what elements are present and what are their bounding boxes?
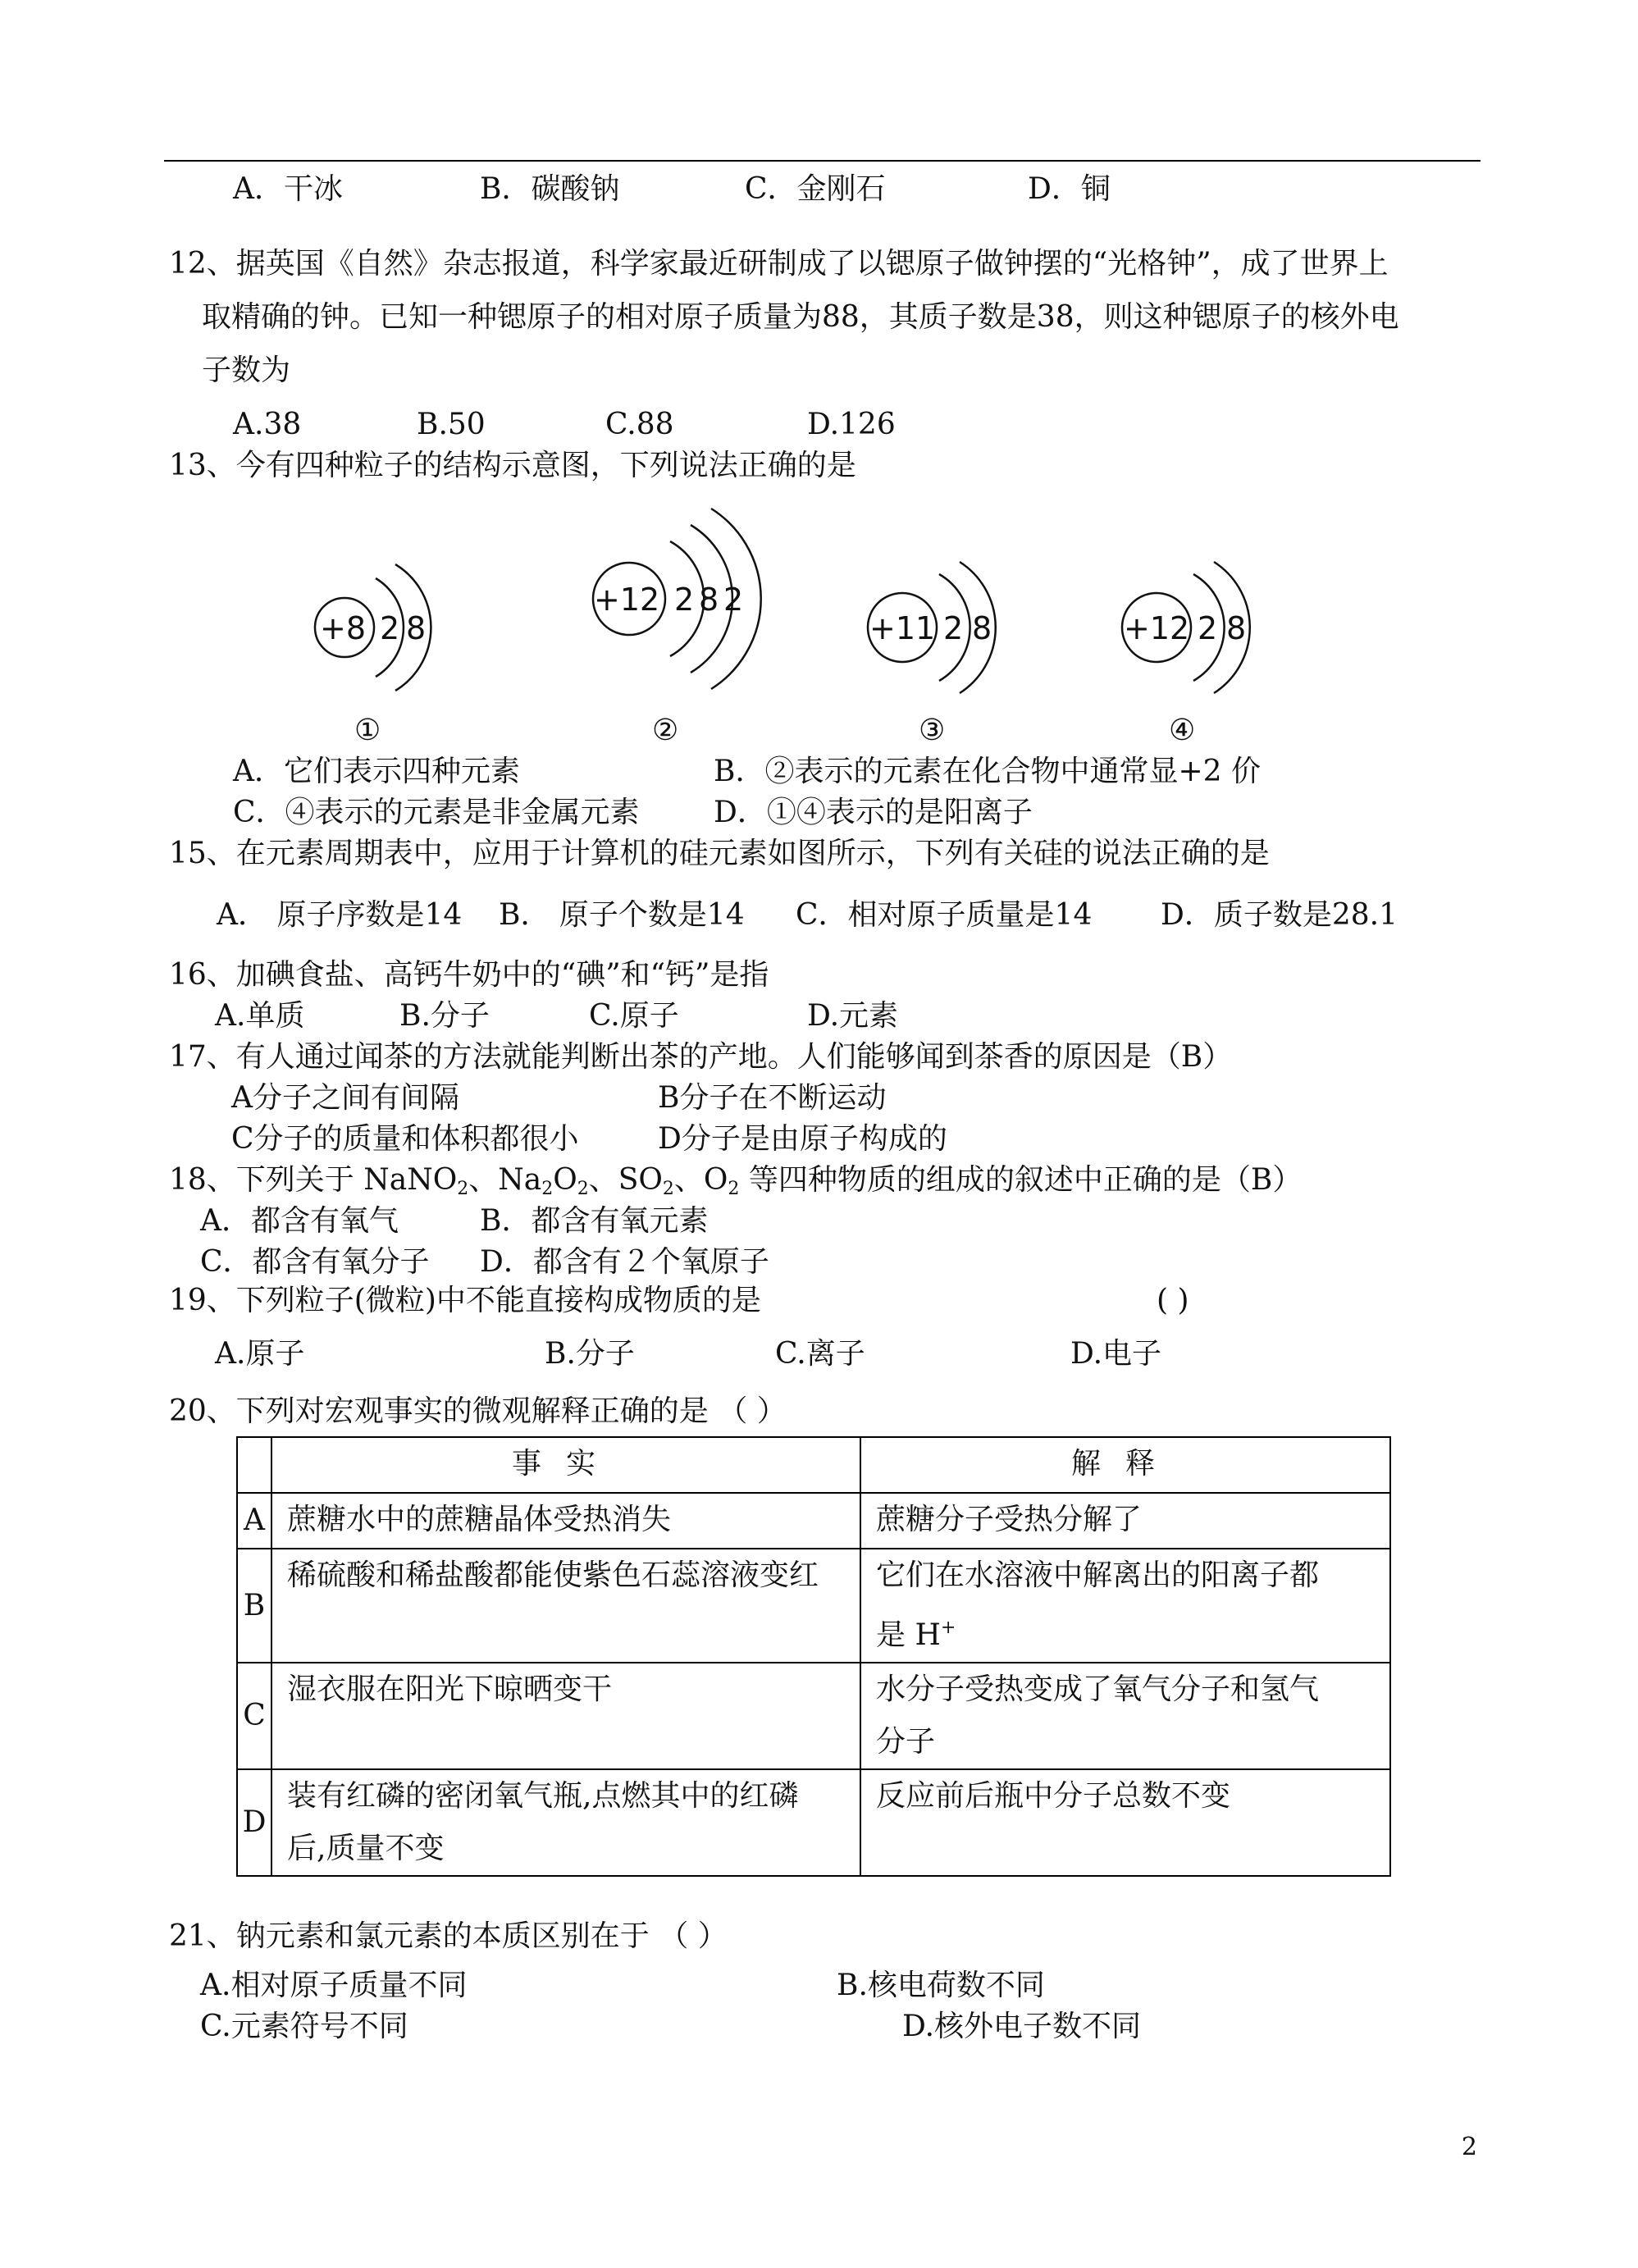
q18-stem-prefix: 18、下列关于 NaNO: [169, 1163, 458, 1197]
atom-diagram-2: [584, 492, 781, 738]
table-header-explanation: 解释: [860, 1437, 1390, 1493]
row-label: A: [237, 1493, 271, 1549]
q15-option-b: B． 原子个数是14: [499, 898, 745, 932]
row-explanation: 蔗糖分子受热分解了: [860, 1493, 1390, 1549]
row-fact-line: 后,质量不变: [287, 1832, 445, 1865]
q19-option-d: D.电子: [1070, 1337, 1162, 1371]
row-fact: [271, 1769, 860, 1876]
row-explanation: 反应前后瓶中分子总数不变: [860, 1769, 1390, 1876]
q13-stem: 13、今有四种粒子的结构示意图，下列说法正确的是: [169, 449, 856, 482]
row-fact: 湿衣服在阳光下晾晒变干: [271, 1663, 860, 1769]
q17-option-d: D分子是由原子构成的: [658, 1122, 947, 1156]
shell-electrons: 2: [674, 582, 695, 618]
q17-option-b: B分子在不断运动: [658, 1081, 887, 1115]
row-explanation-line: 水分子受热变成了氧气分子和氢气: [876, 1672, 1320, 1706]
nucleus-charge: +12: [1124, 610, 1190, 646]
row-label: C: [237, 1663, 271, 1769]
q12-stem-line2: 取精确的钟。已知一种锶原子的相对原子质量为88，其质子数是38，则这种锶原子的核外电: [202, 300, 1399, 334]
q19-option-a: A.原子: [215, 1337, 305, 1371]
table-row: [237, 1663, 1390, 1769]
q21-option-b: B.核电荷数不同: [837, 1969, 1045, 2002]
q13-option-c: C．④表示的元素是非金属元素: [233, 796, 640, 829]
q12-stem-line3: 子数为: [202, 354, 291, 387]
q13-option-a: A．它们表示四种元素: [233, 755, 520, 788]
row-explanation-line: 它们在水溶液中解离出的阳离子都: [876, 1558, 1320, 1592]
nucleus-charge: +8: [320, 610, 367, 646]
q12-stem-line1: 12、据英国《自然》杂志报道，科学家最近研制成了以锶原子做钟摆的“光格钟”，成了世界上: [169, 247, 1389, 281]
row-explanation: [860, 1663, 1390, 1769]
table-row: [237, 1493, 1390, 1549]
q19-option-c: C.离子: [775, 1337, 865, 1371]
table-header-row: [237, 1437, 1390, 1493]
row-explanation: [860, 1549, 1390, 1663]
shell-electrons: 8: [972, 610, 992, 646]
page-number: 2: [1461, 2133, 1477, 2161]
atom-caption-3: ③: [919, 714, 946, 747]
q20-table: [236, 1436, 1391, 1877]
q20-stem: 20、下列对宏观事实的微观解释正确的是 （ ）: [169, 1394, 787, 1428]
row-fact: 稀硫酸和稀盐酸都能使紫色石蕊溶液变红: [271, 1549, 860, 1663]
row-explanation-line: 是 H+: [876, 1618, 956, 1652]
q16-stem: 16、加碘食盐、高钙牛奶中的“碘”和“钙”是指: [169, 958, 769, 992]
row-label: D: [237, 1769, 271, 1876]
q19-stem: 19、下列粒子(微粒)中不能直接构成物质的是: [169, 1284, 761, 1317]
shell-electrons: 8: [406, 610, 427, 646]
q18-option-d: D．都含有２个氧原子: [480, 1245, 769, 1279]
q19-option-b: B.分子: [545, 1337, 635, 1371]
q17-option-a: A分子之间有间隔: [231, 1081, 459, 1115]
q19-answer-bracket: ( ): [1157, 1284, 1189, 1317]
row-fact: 蔗糖水中的蔗糖晶体受热消失: [271, 1493, 860, 1549]
q12-option-a: A.38: [233, 408, 302, 441]
q13-option-d: D．①④表示的是阳离子: [714, 796, 1033, 829]
shell-electrons: 2: [1198, 610, 1218, 646]
q15-stem: 15、在元素周期表中，应用于计算机的硅元素如图所示，下列有关硅的说法正确的是: [169, 837, 1270, 870]
q18-option-c: C．都含有氧分子: [200, 1245, 430, 1279]
shell-electrons: 8: [1226, 610, 1247, 646]
q18-option-a: A．都含有氧气: [200, 1204, 399, 1238]
q21-stem: 21、钠元素和氯元素的本质区别在于 （ ）: [169, 1919, 728, 1953]
nucleus-charge: +12: [594, 582, 660, 618]
atom-caption-1: ①: [354, 714, 381, 747]
q21-option-a: A.相对原子质量不同: [200, 1969, 468, 2002]
q17-stem: 17、有人通过闻茶的方法就能判断出茶的产地。人们能够闻到茶香的原因是（B）: [169, 1040, 1233, 1074]
q15-option-d: D．质子数是28.1: [1161, 898, 1398, 932]
atom-diagram-4: [1107, 533, 1271, 722]
row-explanation-text: 是 H: [876, 1618, 941, 1652]
q11-option-c: C．金刚石: [745, 172, 886, 206]
atom-caption-4: ④: [1169, 714, 1196, 747]
shell-electrons: 2: [943, 610, 964, 646]
q21-option-d: D.核外电子数不同: [902, 2010, 1142, 2043]
atom-diagram-3: [853, 533, 1017, 722]
q17-option-c: C分子的质量和体积都很小: [231, 1122, 579, 1156]
row-label: B: [237, 1549, 271, 1663]
header-rule: [164, 160, 1481, 162]
table-header-empty: [237, 1437, 271, 1493]
q16-option-b: B.分子: [399, 999, 490, 1033]
q18-option-b: B．都含有氧元素: [480, 1204, 709, 1238]
shell-electrons: 2: [723, 582, 744, 618]
row-explanation-line: 分子: [876, 1725, 936, 1759]
q11-option-b: B．碳酸钠: [480, 172, 620, 206]
shell-electrons: 8: [699, 582, 719, 618]
q21-option-c: C.元素符号不同: [200, 2010, 408, 2043]
q18-stem: 18、下列关于 NaNO$_2$、$Na_2O_2$、$SO_2$、$O_2$ 等四种物质的组成的叙述中正确的是（B）: [169, 1163, 1303, 1199]
q15-option-c: C．相对原子质量是14: [796, 898, 1093, 932]
q11-option-a: A．干冰: [233, 172, 343, 206]
q12-option-b: B.50: [417, 408, 486, 441]
shell-electrons: 2: [380, 610, 400, 646]
q11-option-d: D．铜: [1028, 172, 1111, 206]
q16-option-a: A.单质: [215, 999, 305, 1033]
q18-stem-suffix: 等四种物质的组成的叙述中正确的是（B）: [748, 1163, 1303, 1197]
atom-caption-2: ②: [652, 714, 679, 747]
q13-option-b: B．②表示的元素在化合物中通常显+2 价: [714, 755, 1261, 788]
q12-option-d: D.126: [807, 408, 896, 441]
table-header-fact: 事实: [271, 1437, 860, 1493]
nucleus-charge: +11: [869, 610, 936, 646]
q12-option-c: C.88: [605, 408, 674, 441]
q16-option-c: C.原子: [589, 999, 679, 1033]
q16-option-d: D.元素: [807, 999, 899, 1033]
table-row: [237, 1769, 1390, 1876]
atom-diagram-1: [303, 533, 451, 722]
q15-option-a: A． 原子序数是14: [217, 898, 463, 932]
table-row: [237, 1549, 1390, 1663]
row-fact-line: 装有红磷的密闭氧气瓶,点燃其中的红磷: [287, 1779, 799, 1813]
